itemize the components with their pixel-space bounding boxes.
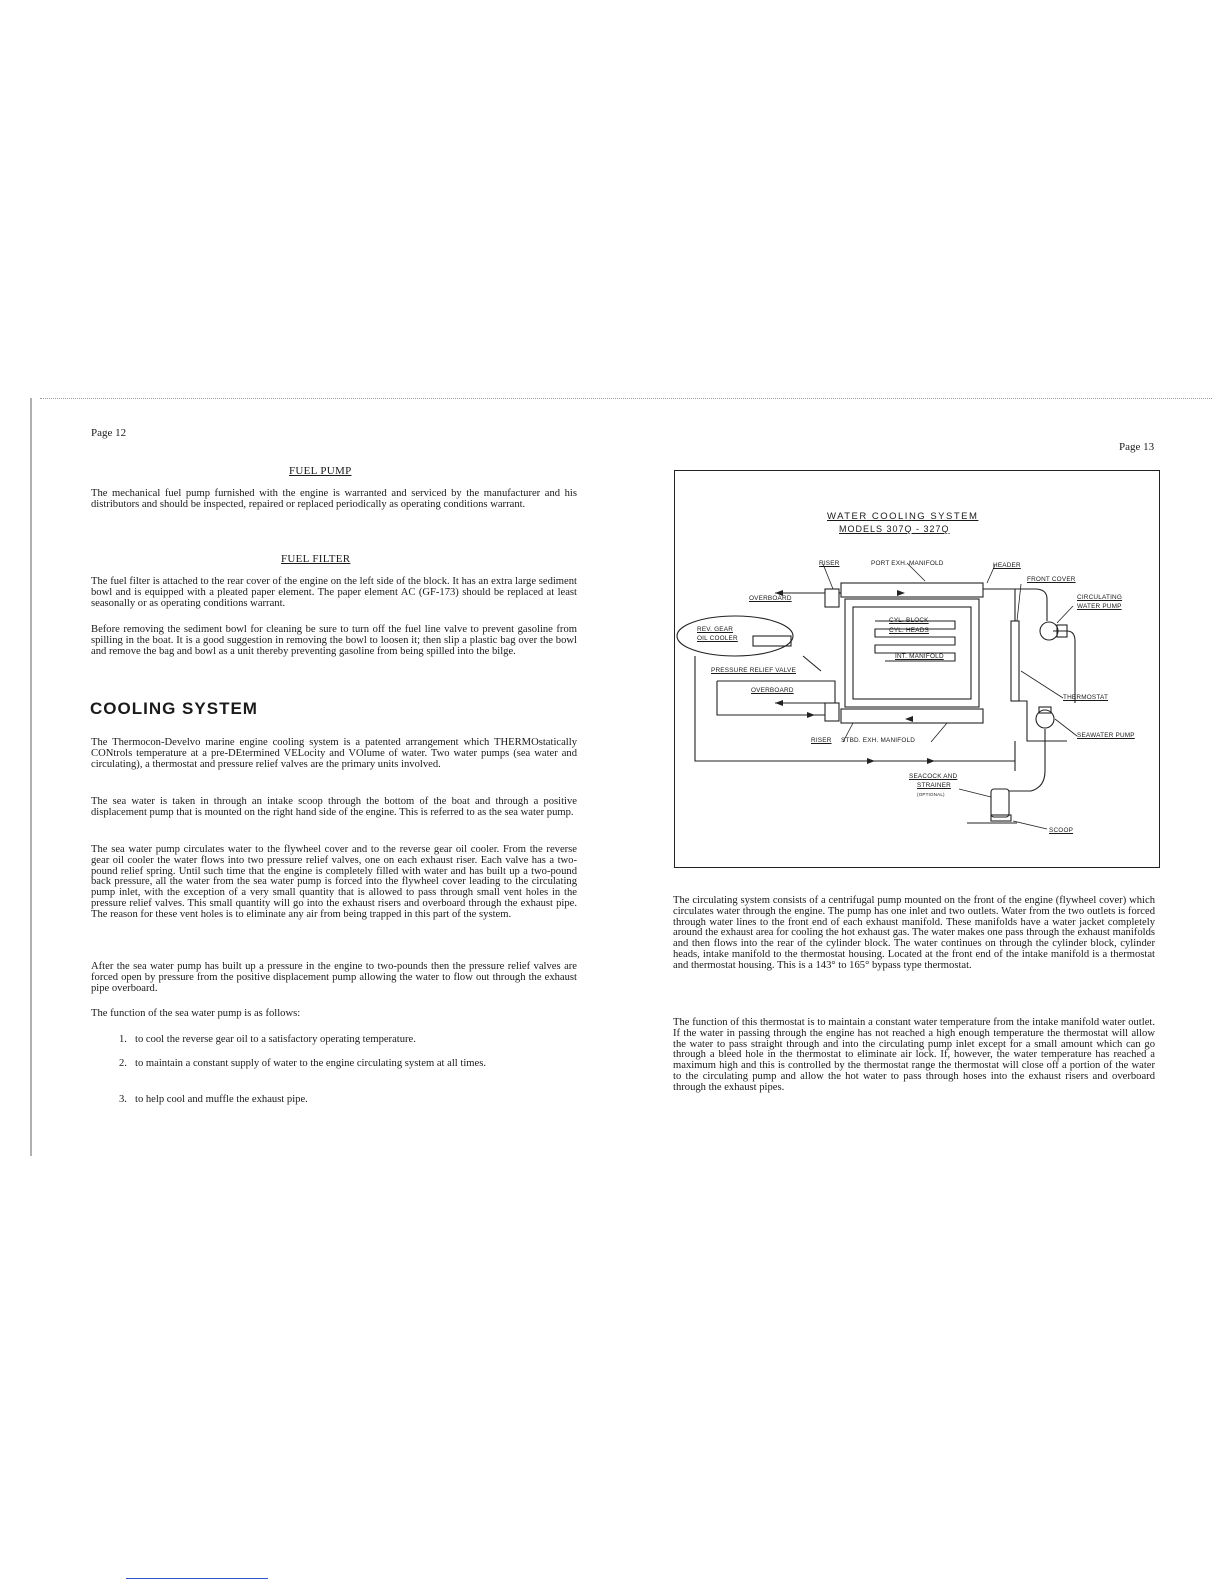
strainer-shape: [991, 789, 1009, 817]
diagram-subtitle: MODELS 307Q - 327Q: [839, 524, 950, 534]
label-header: HEADER: [993, 562, 1021, 569]
cooling-paragraph-2: The sea water is taken in through an intake scoop through the bottom of the boat and through a positive displacement pump that is mounted on the right hand side of the engine. This is referred to as the sea water pump.: [91, 796, 577, 818]
left-page-number: Page 12: [91, 427, 127, 439]
list-item-text: to maintain a constant supply of water to the engine circulating system at all times.: [135, 1058, 486, 1069]
fuel-pump-heading: FUEL PUMP: [289, 465, 352, 477]
label-optional: (OPTIONAL): [917, 792, 945, 797]
label-stbd-exhaust-manifold: STBD. EXH. MANIFOLD: [841, 737, 916, 744]
leader-stbd-exh: [931, 723, 947, 742]
list-item-text: to cool the reverse gear oil to a satisfactory operating temperature.: [135, 1034, 416, 1045]
circulating-system-paragraph: The circulating system consists of a centrifugal pump mounted on the front of the engine (flywheel cover) which circulates water through the engine. The pump has one inlet and two outlets. Water from the two outlets is forced through water lines to the front end of each exhaust manifold. These manifolds have a water jacket completely around the exhaust area for cooling the hot exhaust gas. The water makes one pass through the exhaust manifolds and then flows into the rear of the cylinder block. The water continues on through the cylinder block, cylinder heads, intake manifold to the thermostat housing. Located at the front end of the intake manifold is a thermostat and thermostat housing. This is a 143° to 165° bypass type thermostat.: [673, 895, 1155, 971]
label-cyl-block: CYL. BLOCK: [889, 617, 929, 624]
label-int-manifold: INT. MANIFOLD: [895, 653, 944, 660]
leader-seawater-pump: [1055, 719, 1077, 736]
list-item-number: 3.: [119, 1094, 127, 1105]
label-riser-top: RISER: [819, 560, 840, 567]
riser-top-shape: [825, 589, 839, 607]
list-item: [119, 1094, 539, 1108]
leader-riser-top: [823, 564, 833, 589]
label-rev-gear-2: OIL COOLER: [697, 635, 738, 642]
fuel-filter-text-2: Before removing the sediment bowl for cleaning be sure to turn off the fuel line valve to prevent gasoline from spilling in the boat. It is a good suggestion in removing the bowl to loosen it; then slip a plastic bag over the bowl and remove the bag and bowl as a unit thereby preventing gasoline from being spilled into the bilge.: [91, 624, 577, 657]
list-item-text: to help cool and muffle the exhaust pipe.: [135, 1094, 308, 1105]
label-front-cover: FRONT COVER: [1027, 576, 1076, 583]
label-riser-bottom: RISER: [811, 737, 832, 744]
label-pressure-relief-valve: PRESSURE RELIEF VALVE: [711, 667, 796, 674]
label-seawater-pump: SEAWATER PUMP: [1077, 732, 1135, 739]
label-overboard-bottom: OVERBOARD: [751, 687, 794, 694]
leader-scoop: [1013, 821, 1047, 829]
thermostat-function-paragraph: The function of this thermostat is to maintain a constant water temperature from the intake manifold water outlet. If the water in passing through the engine has not reached a high enough temperature the thermostat will allow the water to pass straight through and into the circulating pump inlet except for a small amount which can go through a bleed hole in the thermostat to eliminate air lock. If, however, the water temperature has reached a maximum high and this is controlled by the thermostat range the thermostat will close off a portion of the water to the circulating pump and allow the hot water to pass through hoses into the exhaust risers and overboard through the exhaust pipes.: [673, 1017, 1155, 1093]
port-exhaust-manifold-shape: [841, 583, 983, 597]
leader-thermostat: [1021, 671, 1063, 698]
label-seacock-2: STRAINER: [917, 782, 951, 789]
page-border-left: [30, 398, 32, 1156]
label-seacock-1: SEACOCK AND: [909, 773, 958, 780]
diagram-title: WATER COOLING SYSTEM: [827, 511, 979, 522]
list-item-number: 1.: [119, 1034, 127, 1045]
label-circulating-pump-2: WATER PUMP: [1077, 603, 1122, 610]
cooling-paragraph-5: The function of the sea water pump is as follows:: [91, 1008, 301, 1019]
oil-cooler-shape: [753, 636, 791, 646]
label-port-exhaust-manifold: PORT EXH. MANIFOLD: [871, 560, 944, 567]
water-cooling-diagram: [674, 470, 1160, 868]
list-item: [119, 1058, 539, 1084]
fuel-filter-heading: FUEL FILTER: [281, 553, 351, 565]
front-cover-shape: [1011, 621, 1019, 701]
list-item: [119, 1034, 539, 1048]
label-rev-gear-1: REV. GEAR: [697, 626, 734, 633]
label-thermostat: THERMOSTAT: [1063, 694, 1109, 701]
fuel-filter-text-1: The fuel filter is attached to the rear cover of the engine on the left side of the block. It has an extra large sediment bowl and is equipped with a pleated paper element. The paper element AC (GF-173) should be replaced at least seasonally or as operating conditions warrant.: [91, 576, 577, 609]
leader-circ-pump: [1057, 606, 1073, 623]
right-page-number: Page 13: [1119, 441, 1155, 453]
label-scoop: SCOOP: [1049, 827, 1074, 834]
leader-seacock: [959, 789, 991, 797]
cooling-paragraph-3: The sea water pump circulates water to the flywheel cover and to the reverse gear oil cooler. From the reverse gear oil cooler the water flows into two pressure relief valves, one on each exhaust riser. Each valve has a two-pound relief spring. Until such time that the engine is completely filled with water and has built up a two-pound back pressure, all the water from the sea water pump is forced into the flywheel cover leading to the circulating pump inlet, with the exception of a very small quantity that is allowed to pass through small vent holes in the pressure relief valves. This small quantity will go into the exhaust risers and overboard through the exhaust pipe. The reason for these vent holes is to eliminate any air from being trapped in this part of the system.: [91, 844, 577, 920]
cooling-paragraph-1: The Thermocon-Develvo marine engine cooling system is a patented arrangement which THERMOstatically CONtrols temperature at a pre-DEtermined VELocity and VOlume of water. Two water pumps (sea water and circulating), a thermostat and pressure relief valves are the primary units involved.: [91, 737, 577, 770]
label-cyl-heads: CYL. HEADS: [889, 627, 930, 634]
page-border-top: [40, 398, 1212, 399]
label-circulating-pump-1: CIRCULATING: [1077, 594, 1123, 601]
cooling-system-title: COOLING SYSTEM: [90, 699, 258, 718]
cooling-paragraph-4: After the sea water pump has built up a pressure in the engine to two-pounds then the pressure relief valves are forced open by pressure from the positive displacement pump allowing the water to flow out through the exhaust pipe overboard.: [91, 961, 577, 994]
riser-bottom-shape: [825, 703, 839, 721]
list-item-number: 2.: [119, 1058, 127, 1069]
fuel-pump-text: The mechanical fuel pump furnished with the engine is warranted and serviced by the manufacturer and his distributors and should be inspected, repaired or replaced periodically as operating conditions warrant.: [91, 488, 577, 510]
bottom-rule: [126, 1578, 268, 1579]
label-overboard-top: OVERBOARD: [749, 595, 792, 602]
